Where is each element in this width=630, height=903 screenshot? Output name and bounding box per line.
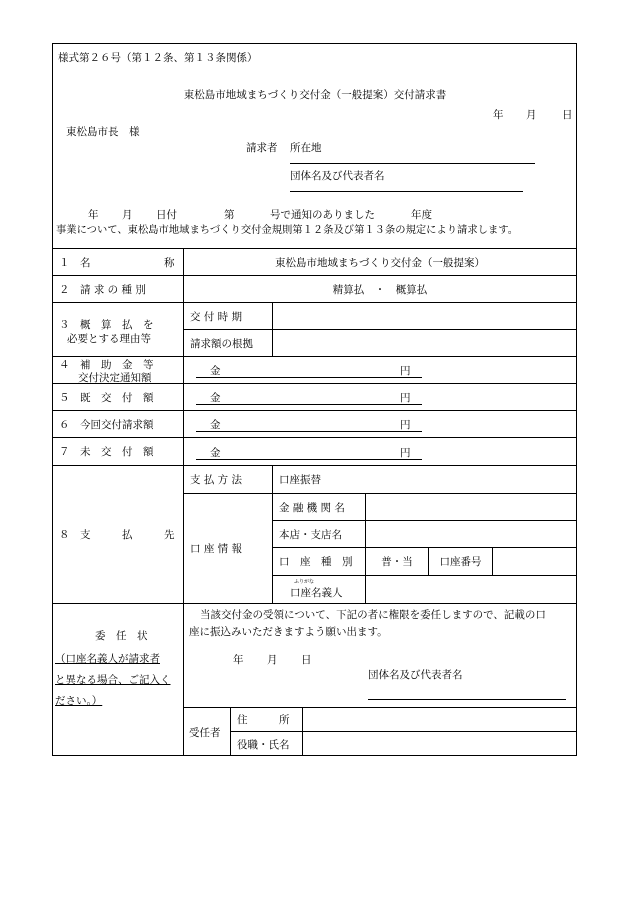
request-type-label: ２ 請 求 の 種 別	[59, 283, 146, 296]
account-info-label: 口 座 情 報	[190, 543, 243, 555]
delegate-label: 受任者	[189, 726, 221, 739]
proxy-org-line[interactable]	[368, 699, 566, 700]
unpaid-label: ７ 未 交 付 額	[59, 446, 154, 458]
branch-name-field[interactable]	[366, 521, 576, 547]
proxy-day: 日	[301, 654, 312, 666]
form-title: 東松島市地域まちづくり交付金（一般提案）交付請求書	[183, 89, 447, 101]
divider	[52, 603, 577, 604]
address-line[interactable]	[290, 163, 535, 164]
decision-kin: 金	[210, 365, 221, 377]
payment-method-value: 口座振替	[279, 474, 321, 486]
date-day-label: 日	[562, 109, 573, 121]
decision-yen: 円	[400, 365, 411, 377]
account-type-value[interactable]: 普・当	[381, 556, 413, 568]
basis-label: 請求額の根拠	[190, 337, 253, 350]
requester-label: 請求者	[246, 142, 278, 154]
notice-no: 第	[224, 209, 235, 221]
unpaid-yen: 円	[400, 447, 411, 459]
name-value: 東松島市地域まちづくり交付金（一般提案）	[275, 256, 485, 269]
org-line[interactable]	[290, 191, 523, 192]
notice-month: 月	[122, 209, 133, 221]
delegate-name-label: 役職・氏名	[237, 738, 290, 751]
basis-field[interactable]	[273, 330, 576, 356]
paid-kin: 金	[210, 392, 221, 404]
proxy-note-line2: と異なる場合、ご記入く	[55, 674, 171, 686]
bank-name-label: 金 融 機 関 名	[279, 501, 345, 514]
current-amount-line[interactable]	[196, 431, 422, 432]
notice-day: 日付	[156, 209, 177, 221]
reason-label-line2: 必要とする理由等	[67, 333, 151, 345]
holder-ruby: ふりがな	[294, 579, 315, 585]
request-statement: 事業について、東松島市地域まちづくり交付金規則第１２条及び第１３条の規定により請求します。	[56, 224, 519, 236]
notice-fiscal-year: 年度	[411, 209, 432, 221]
proxy-org-label: 団体名及び代表者名	[368, 669, 463, 681]
account-holder-label: 口座名義人	[290, 587, 343, 599]
date-year-label: 年	[493, 109, 504, 121]
decision-amount-line[interactable]	[196, 377, 422, 378]
timing-label: 交 付 時 期	[190, 310, 243, 323]
timing-field[interactable]	[273, 303, 576, 329]
proxy-note-line1: （口座名義人が請求者	[55, 653, 160, 665]
request-type-value[interactable]: 精算払 ・ 概算払	[332, 283, 428, 296]
payment-method-label: 支 払 方 法	[190, 474, 243, 486]
requester-org-label: 団体名及び代表者名	[290, 170, 385, 182]
form-number: 様式第２６号（第１２条、第１３条関係）	[58, 52, 258, 64]
unpaid-amount-line[interactable]	[196, 459, 422, 460]
branch-name-label: 本店・支店名	[279, 528, 342, 541]
account-number-label: 口座番号	[439, 556, 482, 568]
current-yen: 円	[400, 419, 411, 431]
paid-yen: 円	[400, 392, 411, 404]
delegate-address-field[interactable]	[303, 708, 576, 731]
proxy-title: 委 任 状	[95, 630, 148, 642]
account-number-field[interactable]	[493, 548, 576, 575]
payee-label: ８ 支 払 先	[59, 529, 175, 541]
current-kin: 金	[210, 419, 221, 431]
proxy-month: 月	[267, 654, 278, 666]
delegate-name-field[interactable]	[303, 732, 576, 756]
name-label: １ 名 称	[59, 256, 175, 269]
bank-name-field[interactable]	[366, 494, 576, 520]
decision-label-line2: 交付決定通知額	[78, 372, 152, 384]
delegate-address-label: 住 所	[237, 714, 290, 726]
addressee: 東松島市長 様	[66, 126, 140, 138]
reason-label-line1: ３ 概 算 払 を	[59, 319, 154, 331]
proxy-text-line2: 座に振込みいただきますよう願い出ます。	[189, 626, 388, 638]
account-holder-field[interactable]	[366, 576, 576, 603]
notice-year: 年	[88, 209, 99, 221]
decision-label-line1: ４ 補 助 金 等	[59, 359, 154, 371]
notice-text: 号で通知のありました	[270, 209, 375, 221]
paid-label: ５ 既 交 付 額	[59, 391, 154, 404]
account-type-label: 口 座 種 別	[279, 556, 353, 568]
paid-amount-line[interactable]	[196, 404, 422, 405]
proxy-text-line1: 当該交付金の受領について、下記の者に権限を委任しますので、記載の口	[200, 609, 546, 621]
requester-address-label: 所在地	[290, 142, 322, 154]
unpaid-kin: 金	[210, 447, 221, 459]
current-label: ６ 今回交付請求額	[59, 418, 154, 431]
proxy-note-line3: ださい。）	[55, 695, 103, 707]
date-month-label: 月	[526, 109, 537, 121]
proxy-year: 年	[233, 654, 244, 666]
